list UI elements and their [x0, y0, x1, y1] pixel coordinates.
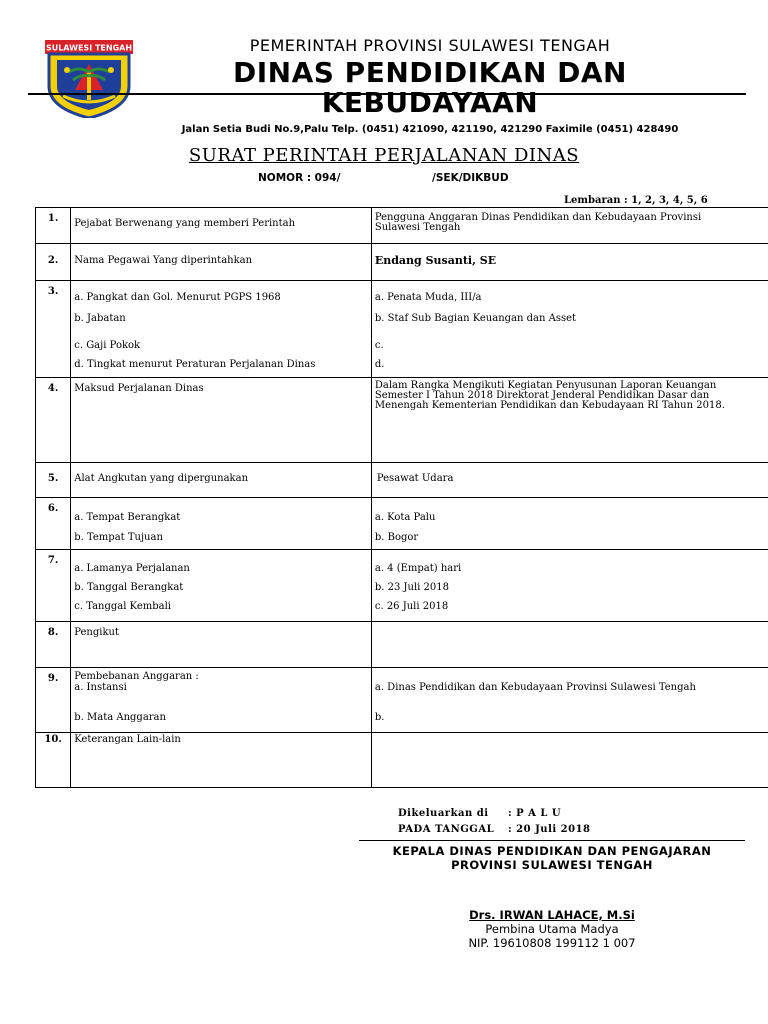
row-sub-value: d. — [374, 359, 385, 370]
row-sub-value: a. 4 (Empat) hari — [374, 563, 462, 574]
logo-label: SULAWESI TENGAH — [45, 43, 133, 53]
signer-nip: NIP. 19610808 199112 1 007 — [468, 936, 636, 950]
row-value-line: Pengguna Anggaran Dinas Pendidikan dan Kebudayaan Provinsi — [374, 212, 702, 223]
row-number: 2. — [36, 244, 71, 281]
row-sub-value: b. Bogor — [374, 532, 419, 543]
row-sub-value: b. — [374, 712, 385, 723]
province-emblem-logo — [45, 40, 133, 118]
government-name: PEMERINTAH PROVINSI SULAWESI TENGAH — [249, 36, 611, 55]
row-sub-label: a. Instansi — [74, 682, 127, 693]
row-label: Maksud Perjalanan Dinas — [74, 383, 204, 394]
row-sub-label: b. Tanggal Berangkat — [74, 582, 184, 593]
row-sub-value: c. 26 Juli 2018 — [374, 601, 449, 612]
row-number: 5. — [36, 463, 71, 498]
issued-date-label: PADA TANGGAL — [398, 824, 495, 835]
row-label: Nama Pegawai Yang diperintahkan — [74, 255, 253, 266]
row-label: Pengikut — [74, 627, 119, 638]
row-sub-label: b. Jabatan — [74, 313, 126, 324]
row-value: Pesawat Udara — [376, 473, 454, 484]
issued-at-value: : P A L U — [508, 808, 562, 819]
row-sub-label: b. Tempat Tujuan — [74, 532, 163, 543]
row-number: 6. — [36, 498, 71, 550]
row-value-line: Sulawesi Tengah — [374, 222, 461, 233]
row-number: 8. — [36, 622, 71, 668]
signer-title-line1: KEPALA DINAS PENDIDIKAN DAN PENGAJARAN — [392, 844, 712, 858]
issued-at-label: Dikeluarkan di — [398, 808, 489, 819]
table-row — [36, 208, 768, 244]
table-row — [36, 498, 768, 550]
row-sub-label: a. Tempat Berangkat — [74, 512, 181, 523]
issued-date-value: : 20 Juli 2018 — [508, 824, 591, 835]
row-sub-label: d. Tingkat menurut Peraturan Perjalanan Dinas — [74, 359, 316, 370]
row-sub-label: a. Pangkat dan Gol. Menurut PGPS 1968 — [74, 292, 281, 303]
department-name — [150, 58, 710, 118]
table-row — [36, 622, 768, 668]
row-number: 10. — [36, 733, 71, 788]
row-sub-value: c. — [374, 340, 384, 351]
department-name-line1: DINAS PENDIDIKAN DAN — [233, 56, 627, 89]
row-sub-label: c. Tanggal Kembali — [74, 601, 171, 612]
row-number: 7. — [36, 550, 71, 622]
table-row — [36, 281, 768, 378]
employee-name: Endang Susanti, SE — [374, 254, 497, 267]
row-sub-value: a. Penata Muda, III/a — [374, 292, 482, 303]
row-value-line: Semester I Tahun 2018 Direktorat Jenderal Pendidikan Dasar dan — [374, 390, 710, 401]
signature-divider — [359, 840, 745, 841]
signer-rank: Pembina Utama Madya — [485, 922, 619, 936]
row-sub-label: b. Mata Anggaran — [74, 712, 166, 723]
row-sub-value: a. Kota Palu — [374, 512, 436, 523]
row-number: 4. — [36, 378, 71, 463]
table-row — [36, 550, 768, 622]
row-label: Pejabat Berwenang yang memberi Perintah — [74, 218, 296, 229]
signer-title-line2: PROVINSI SULAWESI TENGAH — [451, 858, 653, 872]
row-number: 3. — [36, 281, 71, 378]
table-row — [36, 463, 768, 498]
row-value-line: Menengah Kementerian Pendidikan dan Kebudayaan RI Tahun 2018. — [374, 400, 725, 411]
row-sub-label: a. Lamanya Perjalanan — [74, 563, 190, 574]
row-label: Keterangan Lain-lain — [74, 734, 181, 745]
travel-order-table — [35, 207, 768, 788]
row-label: Pembebanan Anggaran : — [74, 671, 199, 682]
row-value-line: Dalam Rangka Mengikuti Kegiatan Penyusunan Laporan Keuangan — [374, 380, 717, 391]
row-number: 9. — [36, 668, 71, 733]
row-label: Alat Angkutan yang dipergunakan — [74, 473, 249, 484]
signer-name: Drs. IRWAN LAHACE, M.Si — [469, 908, 635, 922]
document-number-label: NOMOR : 094/ — [258, 172, 341, 184]
table-row — [36, 378, 768, 463]
row-sub-value: a. Dinas Pendidikan dan Kebudayaan Provinsi Sulawesi Tengah — [374, 682, 696, 693]
document-title: SURAT PERINTAH PERJALANAN DINAS — [188, 145, 580, 166]
table-row — [36, 244, 768, 281]
table-row — [36, 733, 768, 788]
row-number: 1. — [36, 208, 71, 244]
department-name-line2: KEBUDAYAAN — [321, 86, 539, 119]
department-address: Jalan Setia Budi No.9,Palu Telp. (0451) 421090, 421190, 421290 Faximile (0451) 428490 — [181, 124, 679, 135]
row-sub-label: c. Gaji Pokok — [74, 340, 141, 351]
row-sub-value: b. 23 Juli 2018 — [374, 582, 449, 593]
table-row — [36, 668, 768, 733]
row-sub-value: b. Staf Sub Bagian Keuangan dan Asset — [374, 313, 577, 324]
document-sheets: Lembaran : 1, 2, 3, 4, 5, 6 — [564, 195, 708, 206]
document-number-code: /SEK/DIKBUD — [432, 172, 509, 184]
